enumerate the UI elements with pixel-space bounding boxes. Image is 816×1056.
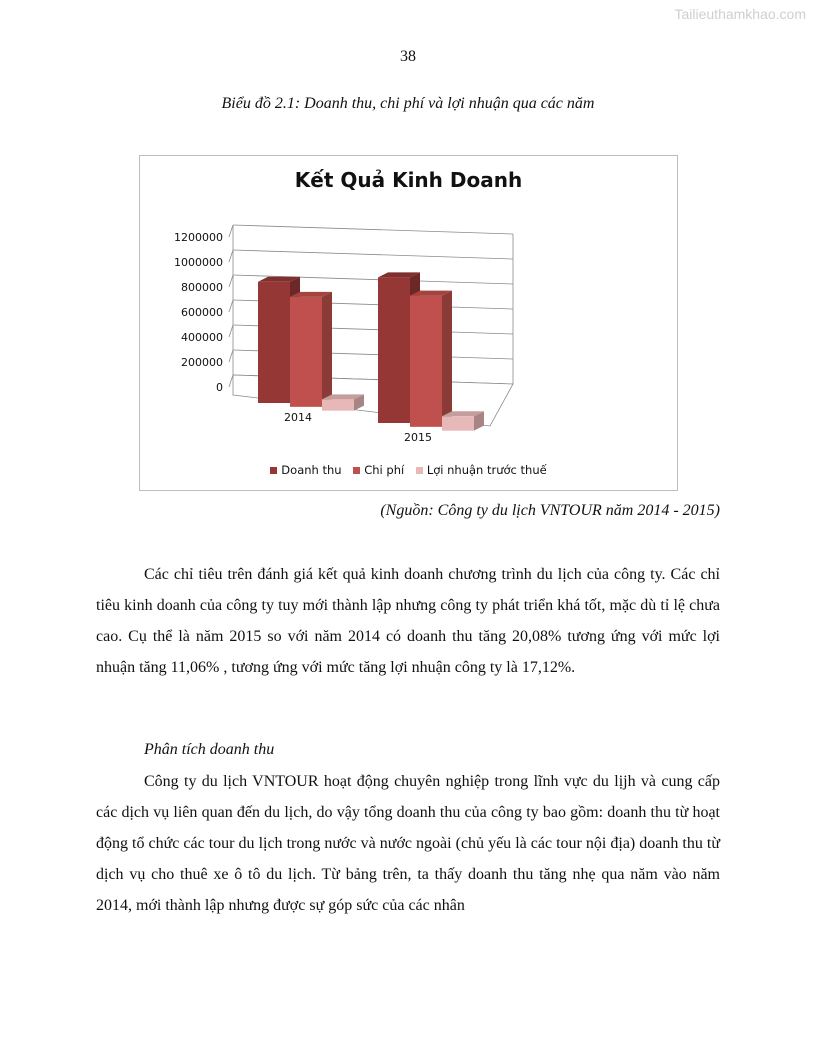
legend-swatch-chi-phi [353,467,360,474]
paragraph-1-text: Các chỉ tiêu trên đánh giá kết quả kinh doanh chương trình du lịch của công ty. Các chỉ tiêu kinh doanh của công ty tuy mới thành lập nhưng công ty phát triển khá tốt, mặc dù tỉ lệ chưa cao. Cụ thể là năm 2015 so với năm 2014 có doanh thu tăng 20,08% tương ứng với mức lợi nhuận tăng 11,06% , tương ứng với mức tăng lợi nhuận công ty là 17,12%. [96,566,720,676]
gridline [233,225,513,234]
section-heading: Phân tích doanh thu [144,741,275,758]
bar [442,416,474,430]
figure-source: (Nguồn: Công ty du lịch VNTOUR năm 2014 - 2015) [380,502,720,519]
bar [322,399,354,410]
paragraph-2-text: Công ty du lịch VNTOUR hoạt động chuyên nghiệp trong lĩnh vực du lịjh và cung cấp các dịch vụ liên quan đến du lịch, do vậy tổng doanh thu của công ty bao gồm: doanh thu từ hoạt động tổ chức các tour du lịch trong nước và nước ngoài (chủ yếu là các tour nội địa) doanh thu từ dịch vụ cho thuê xe ô tô du lịch. Từ bảng trên, ta thấy doanh thu tăng nhẹ qua năm vào năm 2014, mới thành lập nhưng được sự góp sức của các nhân [96,773,720,914]
x-tick-label: 2014 [284,411,312,424]
bar [410,296,442,427]
legend-item-loi-nhuan [416,463,547,477]
bar-side [322,292,332,407]
watermark: Tailieuthamkhao.com [674,6,806,22]
gridline-side [229,350,233,362]
gridline-side [229,375,233,387]
paragraph-2 [96,766,720,921]
y-tick-label: 400000 [181,331,223,344]
legend-label-chi-phi: Chi phí [364,463,405,477]
gridline-side [229,250,233,262]
chart-title: Kết Quả Kinh Doanh [294,168,523,192]
legend-item-doanh-thu [270,463,341,477]
y-tick-label: 1000000 [174,256,223,269]
page-number: 38 [400,48,416,65]
y-tick-label: 200000 [181,356,223,369]
y-tick-label: 600000 [181,306,223,319]
y-tick-label: 1200000 [174,231,223,244]
gridline-side [229,325,233,337]
bar-chart [140,156,677,490]
gridline-side [229,300,233,312]
figure-caption: Biểu đồ 2.1: Doanh thu, chi phí và lợi nhuận qua các năm [221,95,595,112]
legend-item-chi-phi [353,463,404,477]
gridline-side [229,275,233,287]
chart-container [139,155,678,491]
y-tick-label: 800000 [181,281,223,294]
bar [290,297,322,407]
legend-swatch-loi-nhuan [416,467,423,474]
gridline [233,250,513,259]
gridline-side [229,225,233,237]
legend-label-doanh-thu: Doanh thu [281,463,342,477]
x-tick-label: 2015 [404,431,432,444]
paragraph-1 [96,559,720,683]
bar [378,277,410,423]
bar [258,282,290,403]
bar-side [442,291,452,427]
y-tick-label: 0 [216,381,223,394]
legend-swatch-doanh-thu [270,467,277,474]
chart-legend [140,463,677,477]
legend-label-loi-nhuan: Lợi nhuận trước thuế [426,463,547,477]
